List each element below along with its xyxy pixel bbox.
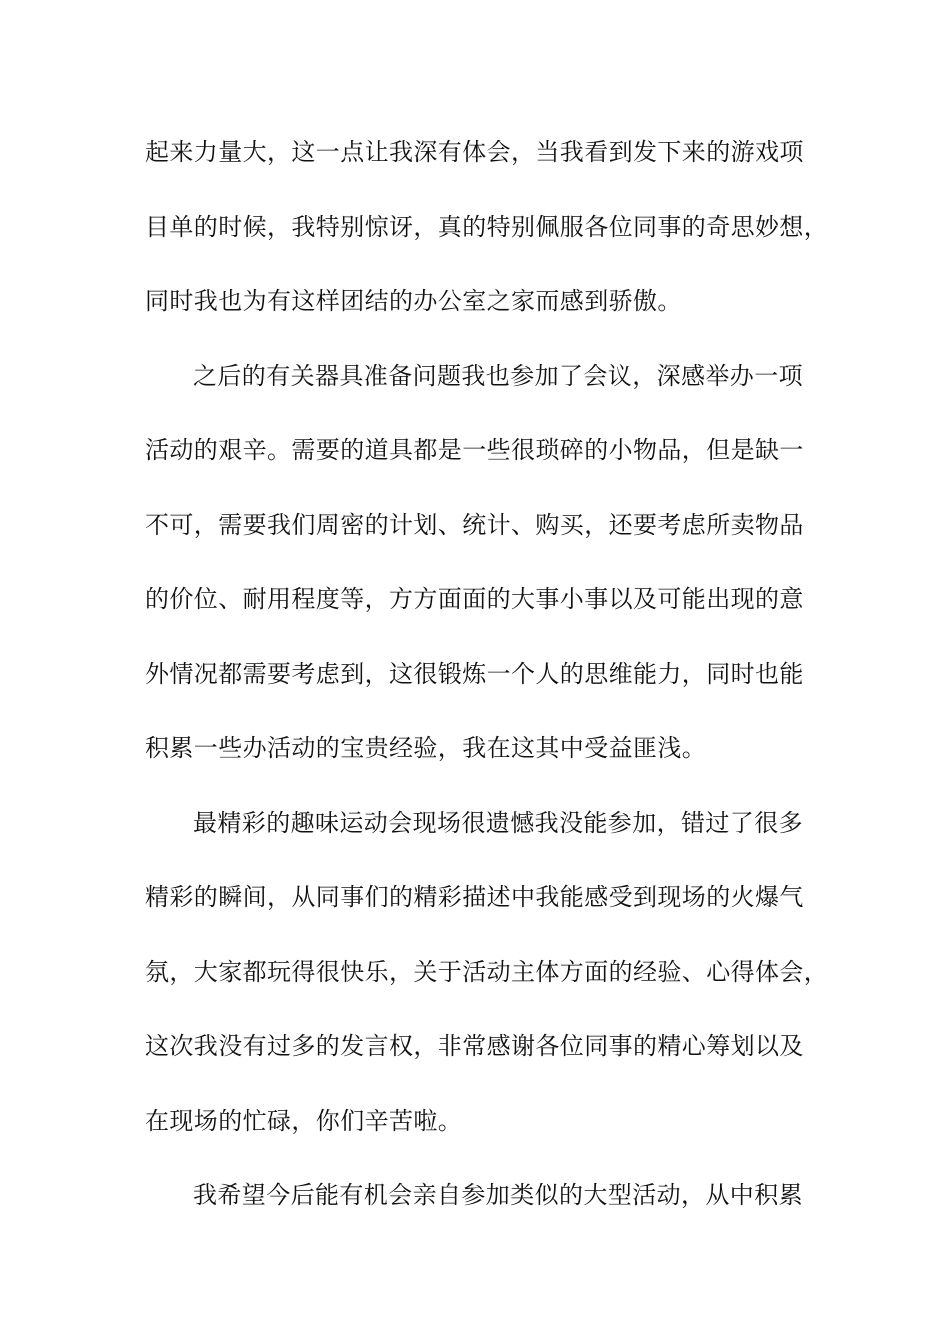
paragraph-start-line: 最精彩的趣味运动会现场很遗憾我没能参加，错过了很多 xyxy=(193,808,803,837)
text-line: 目单的时候，我特别惊讶，真的特别佩服各位同事的奇思妙想， xyxy=(145,212,829,241)
text-line: 不可，需要我们周密的计划、统计、购买，还要考虑所卖物品 xyxy=(145,510,804,539)
body-text xyxy=(145,128,829,1246)
text-line: 同时我也为有这样团结的办公室之家而感到骄傲。 xyxy=(145,287,682,315)
text-line: 起来力量大，这一点让我深有体会，当我看到发下来的游戏项 xyxy=(145,138,804,166)
text-line: 精彩的瞬间，从同事们的精彩描述中我能感受到现场的火爆气 xyxy=(145,883,804,911)
text-line: 活动的艰辛。需要的道具都是一些很琐碎的小物品，但是缺一 xyxy=(145,436,804,464)
paragraph-start-line: 我希望今后能有机会亲自参加类似的大型活动，从中积累 xyxy=(193,1181,803,1209)
text-line: 的价位、耐用程度等，方方面面的大事小事以及可能出现的意 xyxy=(145,585,804,613)
text-line: 氛，大家都玩得很快乐，关于活动主体方面的经验、心得体会， xyxy=(145,957,829,986)
paragraph-start-line: 之后的有关器具准备问题我也参加了会议，深感举办一项 xyxy=(193,361,803,390)
text-line: 外情况都需要考虑到，这很锻炼一个人的思维能力，同时也能 xyxy=(145,659,804,688)
text-line: 这次我没有过多的发言权，非常感谢各位同事的精心筹划以及 xyxy=(145,1032,804,1060)
text-line: 在现场的忙碌，你们辛苦啦。 xyxy=(145,1106,463,1135)
text-line: 积累一些办活动的宝贵经验，我在这其中受益匪浅。 xyxy=(145,734,707,762)
